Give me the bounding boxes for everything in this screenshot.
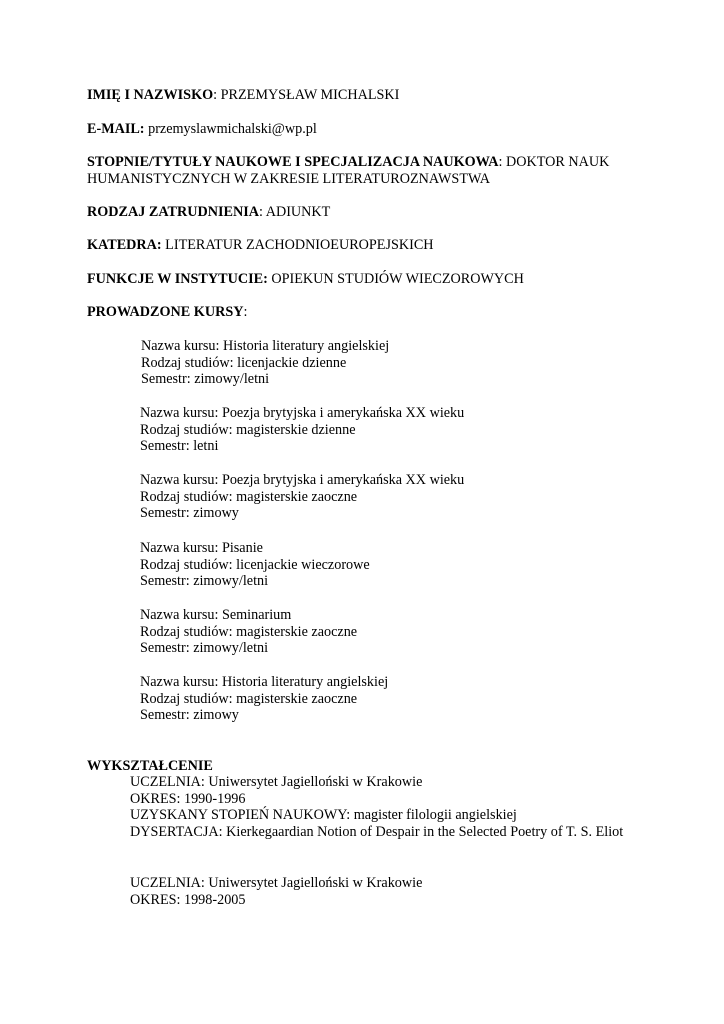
- employment-label: RODZAJ ZATRUDNIENIA: [87, 204, 259, 220]
- degrees-label: STOPNIE/TYTUŁY NAUKOWE I SPECJALIZACJA NAUKOWA: [87, 154, 499, 170]
- education-degree: UZYSKANY STOPIEŃ NAUKOWY: magister filologii angielskiej: [130, 807, 517, 824]
- email-field: [87, 121, 647, 138]
- employment-field: [87, 204, 647, 221]
- course-name: Nazwa kursu: Pisanie: [140, 540, 263, 556]
- email-value: przemyslawmichalski@wp.pl: [148, 121, 317, 137]
- courses-separator: :: [243, 304, 248, 320]
- name-value: PRZEMYSŁAW MICHALSKI: [220, 87, 400, 103]
- course-type: Rodzaj studiów: magisterskie zaoczne: [140, 488, 358, 505]
- degrees-separator: :: [498, 154, 507, 170]
- course-item: [140, 405, 620, 455]
- course-semester: Semestr: letni: [140, 438, 219, 455]
- education-entry: [130, 875, 630, 908]
- course-semester: Semestr: zimowy/letni: [140, 640, 269, 657]
- course-type: Rodzaj studiów: magisterskie dzienne: [140, 421, 356, 438]
- department-field: [87, 237, 647, 254]
- course-semester: Semestr: zimowy/letni: [140, 573, 269, 590]
- education-heading-label: WYKSZTAŁCENIE: [87, 758, 213, 774]
- course-name: Nazwa kursu: Seminarium: [140, 607, 292, 623]
- course-name: Nazwa kursu: Poezja brytyjska i amerykańska XX wieku: [140, 405, 465, 421]
- name-label: IMIĘ I NAZWISKO: [87, 87, 214, 103]
- course-type: Rodzaj studiów: licenjackie dzienne: [141, 354, 347, 371]
- course-type: Rodzaj studiów: licenjackie wieczorowe: [140, 556, 370, 573]
- education-entry: [130, 774, 630, 840]
- department-label: KATEDRA:: [87, 237, 162, 253]
- functions-value: OPIEKUN STUDIÓW WIECZOROWYCH: [271, 271, 524, 287]
- employment-value: ADIUNKT: [265, 204, 331, 220]
- course-type: Rodzaj studiów: magisterskie zaoczne: [140, 623, 358, 640]
- functions-field: [87, 271, 647, 288]
- employment-separator: :: [258, 204, 266, 220]
- courses-heading: [87, 304, 647, 321]
- course-item: [140, 607, 620, 657]
- course-item: [140, 540, 620, 590]
- course-item: [140, 472, 620, 522]
- course-semester: Semestr: zimowy/letni: [141, 371, 270, 388]
- name-field: [87, 87, 647, 104]
- education-university: UCZELNIA: Uniwersytet Jagielloński w Krakowie: [130, 875, 423, 891]
- course-semester: Semestr: zimowy: [140, 505, 239, 522]
- course-type: Rodzaj studiów: magisterskie zaoczne: [140, 690, 358, 707]
- degrees-field: [87, 154, 647, 187]
- course-name: Nazwa kursu: Historia literatury angielskiej: [141, 338, 390, 354]
- email-label: E-MAIL:: [87, 121, 145, 137]
- education-heading: [87, 758, 647, 775]
- degrees-value: DOKTOR NAUK HUMANISTYCZNYCH W ZAKRESIE LITERATUROZNAWSTWA: [87, 154, 610, 187]
- education-period: OKRES: 1990-1996: [130, 790, 246, 807]
- course-name: Nazwa kursu: Historia literatury angielskiej: [140, 674, 389, 690]
- name-separator: :: [213, 87, 221, 103]
- course-semester: Semestr: zimowy: [140, 707, 239, 724]
- education-university: UCZELNIA: Uniwersytet Jagielloński w Krakowie: [130, 774, 423, 790]
- department-value: LITERATUR ZACHODNIOEUROPEJSKICH: [165, 237, 434, 253]
- course-item: [141, 338, 621, 388]
- education-period: OKRES: 1998-2005: [130, 891, 246, 908]
- education-dissertation: DYSERTACJA: Kierkegaardian Notion of Despair in the Selected Poetry of T. S. Eliot: [130, 823, 624, 840]
- course-item: [140, 674, 620, 724]
- functions-label: FUNKCJE W INSTYTUCIE:: [87, 271, 268, 287]
- course-name: Nazwa kursu: Poezja brytyjska i amerykańska XX wieku: [140, 472, 465, 488]
- courses-label: PROWADZONE KURSY: [87, 304, 244, 320]
